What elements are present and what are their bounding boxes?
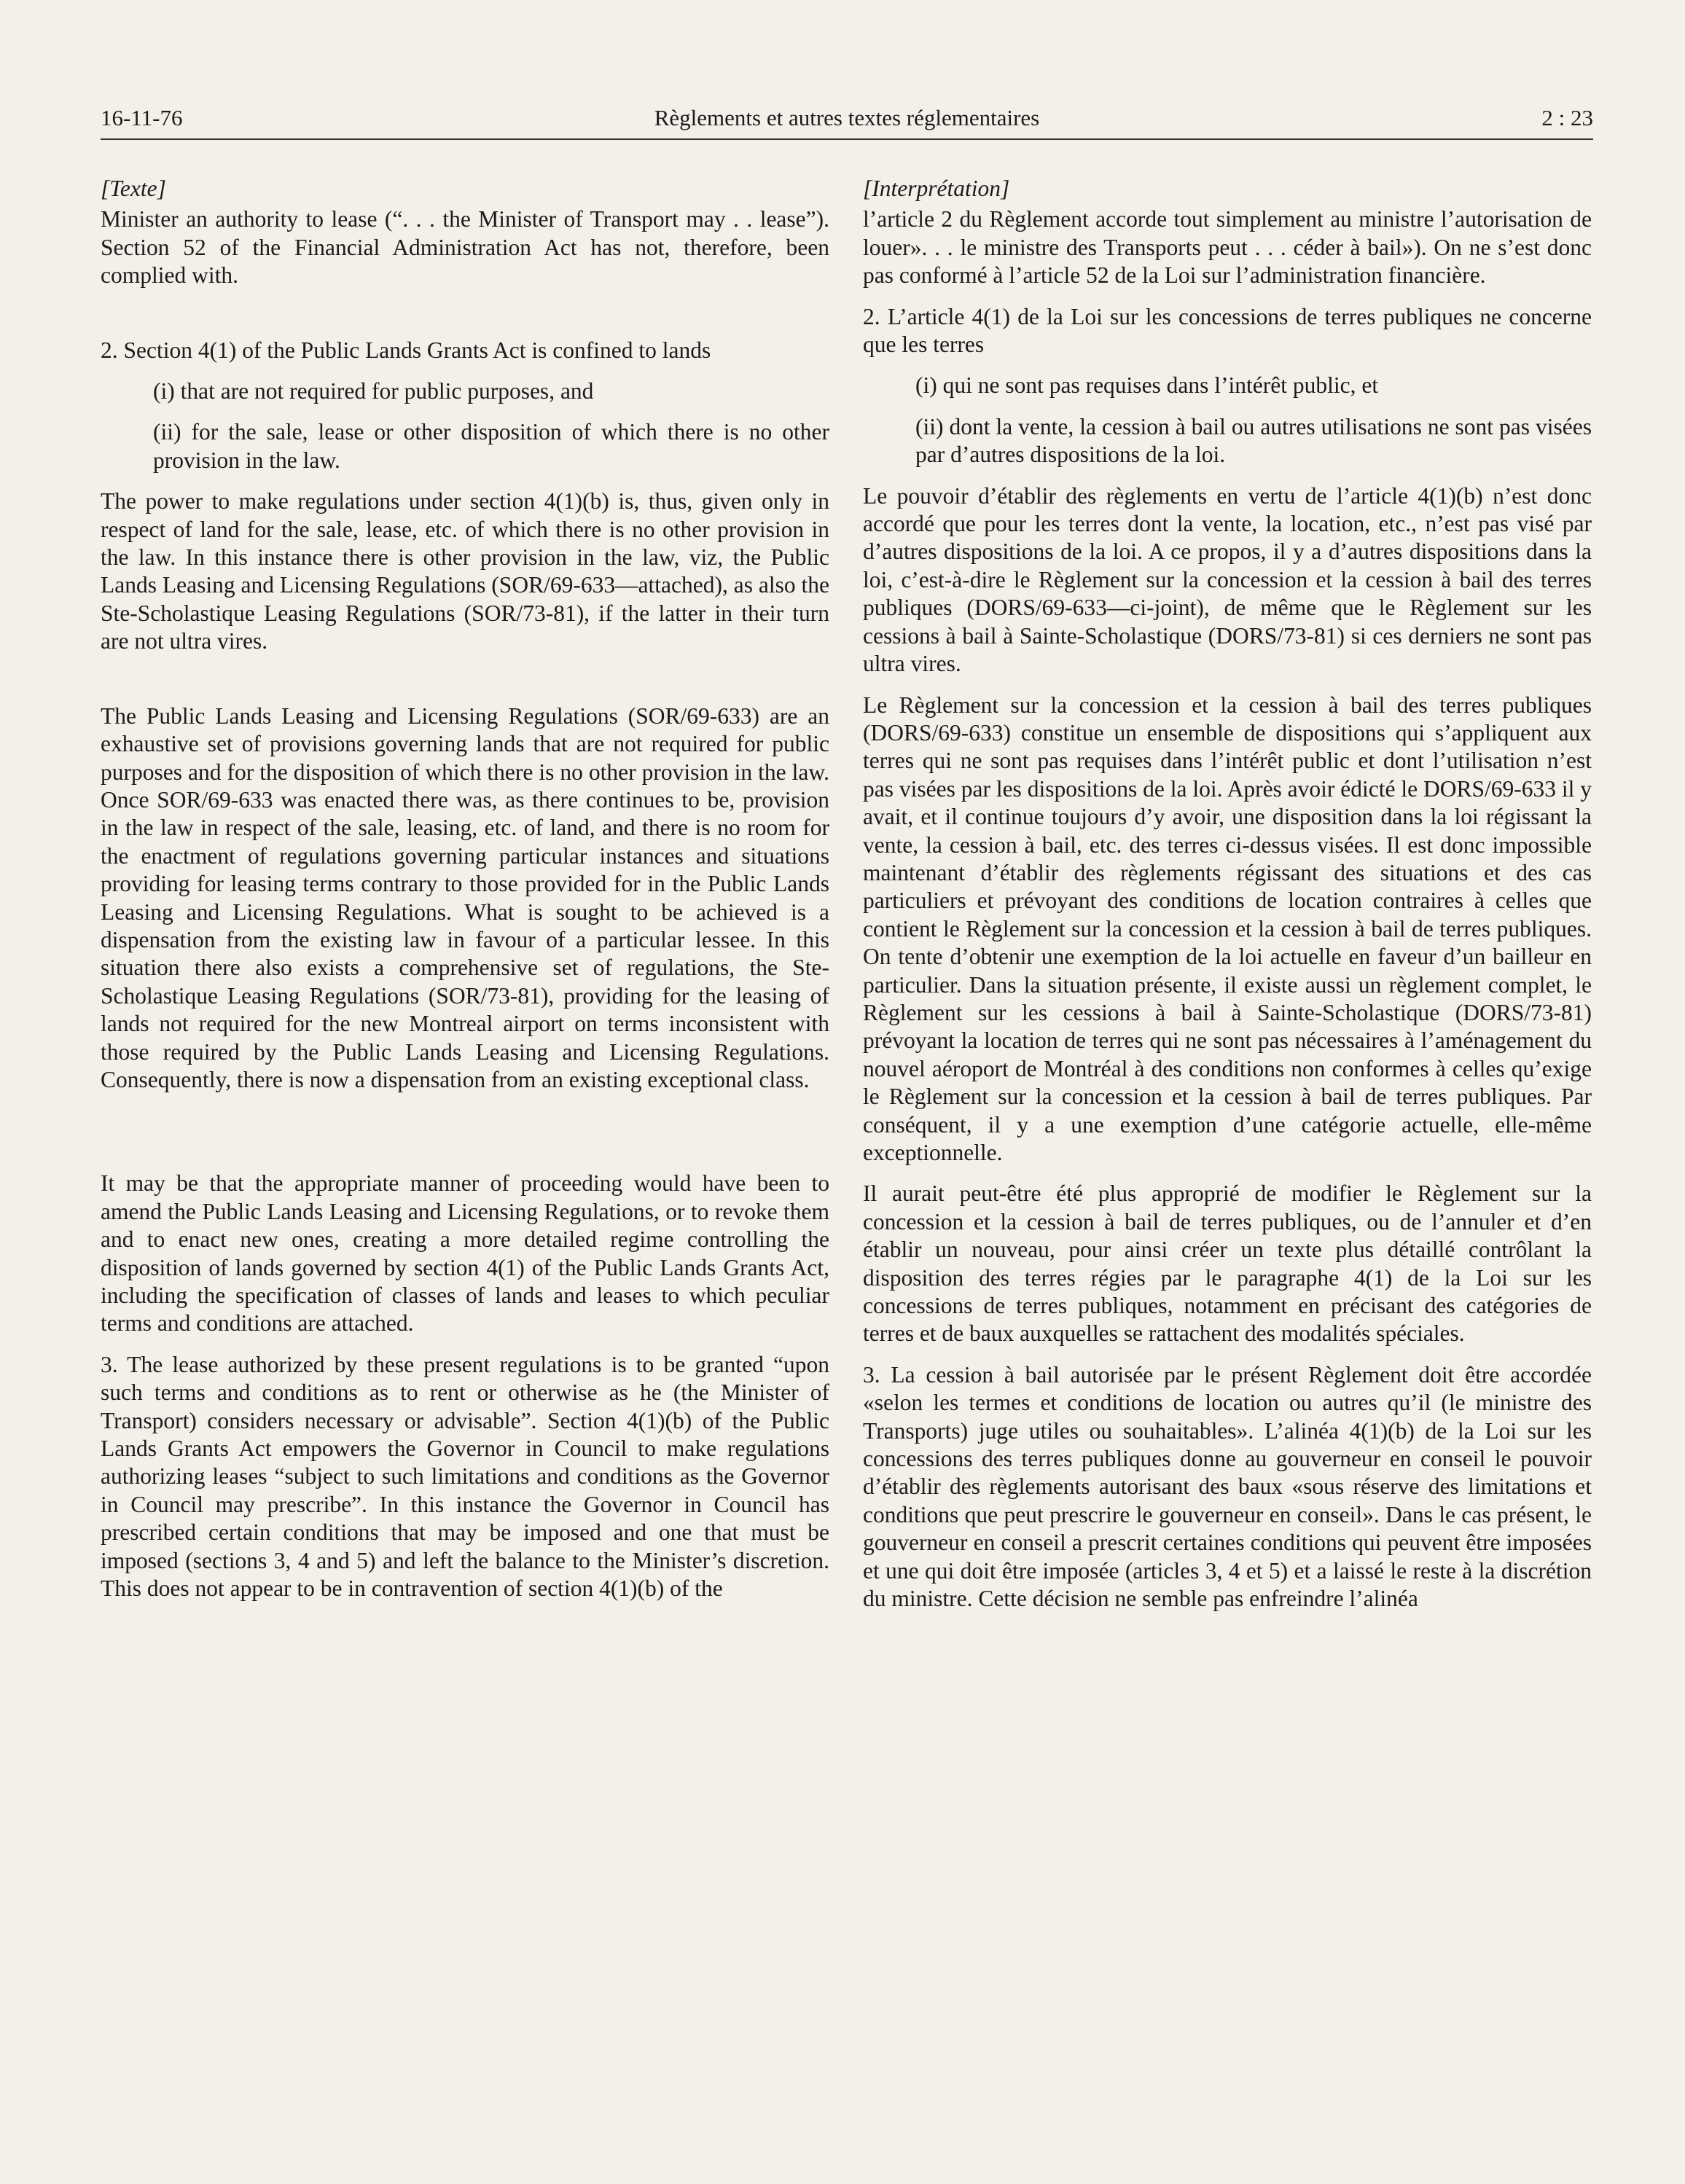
paragraph: 3. The lease authorized by these present regulations is to be granted “upon such terms and conditions as to rent or otherwise as he (the Minister of Transport) considers necessary or advisable”. Section 4(1)(b) of the Public Lands Grants Act empowers the Governor in Council to make regulations authorizing leases “subject to such limitations and conditions as the Governor in Council may prescribe”. In this instance the Governor in Council has prescribed certain conditions that may be imposed and one that must be imposed (sections 3, 4 and 5) and left the balance to the Minister’s discretion. This does not appear to be in contravention of section 4(1)(b) of the	[101, 1351, 829, 1602]
list-item: (i) that are not required for public purposes, and	[153, 378, 594, 404]
page-header	[101, 103, 1593, 140]
english-column	[101, 175, 829, 1616]
paragraph: 2. Section 4(1) of the Public Lands Grants Act is confined to lands	[101, 337, 711, 363]
list-item: (i) qui ne sont pas requises dans l’intérêt public, et	[915, 372, 1379, 399]
paragraph: l’article 2 du Règlement accorde tout simplement au ministre l’autorisation de louer». . . le ministre des Transports peut . . . céder à bail»). On ne s’est donc pas conformé à l’article 52 de la Loi sur l’administration financière.	[863, 206, 1592, 289]
paragraph: The Public Lands Leasing and Licensing Regulations (SOR/69-633) are an exhaustive set of provisions governing lands that are not required for public purposes and for the disposition of which there is no other provision in the law. Once SOR/69-633 was enacted there was, as there continues to be, provision in the law in respect of the sale, leasing, etc. of land, and there is no room for the enactment of regulations governing particular instances and situations providing for leasing terms contrary to those provided for in the Public Lands Leasing and Licensing Regulations. What is sought to be achieved is a dispensation from the existing law in favour of a particular lessee. In this situation there also exists a comprehensive set of regulations, the Ste-Scholastique Leasing Regulations (SOR/73-81), providing for the leasing of lands not required for the new Montreal airport on terms inconsistent with those required by the Public Lands Leasing and Licensing Regulations. Consequently, there is now a dispensation from an existing exceptional class.	[101, 702, 829, 1092]
list-item: (ii) dont la vente, la cession à bail ou autres utilisations ne sont pas visées par d’autres dispositions de la loi.	[915, 413, 1592, 468]
header-page-number: 2 : 23	[1541, 105, 1593, 130]
paragraph: 3. La cession à bail autorisée par le présent Règlement doit être accordée «selon les termes et conditions de location ou autres qu’il (le ministre des Transports) juge utiles ou souhaitables». L’alinéa 4(1)(b) de la Loi sur les concessions des terres publiques donne au gouverneur en conseil le pouvoir d’établir des règlements autorisant des baux «sous réserve des limitations et conditions que peut prescrire le gouverneur en conseil». Dans le cas présent, le gouverneur en conseil a prescrit certaines conditions qui peuvent être imposées et une qui doit être imposée (articles 3, 4 et 5) et a laissé le reste à la discrétion du ministre. Cette décision ne semble pas enfreindre l’alinéa	[863, 1361, 1592, 1612]
paragraph: Le pouvoir d’établir des règlements en vertu de l’article 4(1)(b) n’est donc accordé que pour les terres dont la vente, la location, etc., n’est pas visé par d’autres dispositions de la loi. A ce propos, il y a d’autres dispositions dans la loi, c’est-à-dire le Règlement sur la concession et la cession à bail des terres publiques (DORS/69-633—ci-joint), de même que le Règlement sur les cessions à bail à Sainte-Scholastique (DORS/73-81) si ces derniers ne sont pas ultra vires.	[863, 482, 1592, 677]
list-item: (ii) for the sale, lease or other disposition of which there is no other provision in the law.	[153, 419, 829, 473]
header-title: Règlements et autres textes réglementaires	[654, 105, 1040, 130]
paragraph: The power to make regulations under section 4(1)(b) is, thus, given only in respect of land for the sale, lease, etc. of which there is no other provision in the law. In this instance there is other provision in the law, viz, the Public Lands Leasing and Licensing Regulations (SOR/69-633—attached), as also the Ste-Scholastique Leasing Regulations (SOR/73-81), if the latter in their turn are not ultra vires.	[101, 488, 829, 654]
paragraph: Le Règlement sur la concession et la cession à bail des terres publiques (DORS/69-633) constitue un ensemble de dispositions qui s’appliquent aux terres qui ne sont pas requises dans l’intérêt public et dont l’utilisation n’est pas visées par les dispositions de la loi. Après avoir édicté le DORS/69-633 il y avait, et il continue toujours d’y avoir, une disposition dans la loi régissant la vente, la cession à bail, etc. des terres ci-dessus visées. Il est donc impossible maintenant d’établir des règlements régissant des situations et des cas particuliers et prévoyant des conditions de location contraires à celles que contient le Règlement sur la concession et la cession à bail de terres publiques. On tente d’obtenir une exemption de la loi actuelle en faveur d’un bailleur en particulier. Dans la situation présente, il existe aussi un règlement complet, le Règlement sur les cessions à bail à Sainte-Scholastique (DORS/73-81) prévoyant la location de terres qui ne sont pas nécessaires à l’aménagement du nouvel aéroport de Montréal à des conditions non conformes à celles qu’exige le Règlement sur la concession et la cession à bail de terres publiques. Par conséquent, il y a une exemption d’une catégorie actuelle, elle-même exceptionnelle.	[863, 692, 1592, 1165]
paragraph: Il aurait peut-être été plus approprié de modifier le Règlement sur la concession et la cession à bail de terres publiques, ou de l’annuler et d’en établir un nouveau, pour ainsi créer un texte plus détaillé contrôlant la disposition des terres régies par le paragraphe 4(1) de la Loi sur les concessions de terres publiques, notamment en précisant des catégories de terres et de baux auxquelles se rattachent des modalités spéciales.	[863, 1181, 1592, 1347]
column-heading-texte: [Texte]	[101, 176, 166, 201]
paragraph: 2. L’article 4(1) de la Loi sur les concessions de terres publiques ne concerne que les terres	[863, 303, 1592, 358]
column-heading-interpretation: [Interprétation]	[863, 176, 1010, 201]
french-column	[863, 175, 1592, 1627]
paragraph: It may be that the appropriate manner of proceeding would have been to amend the Public Lands Leasing and Licensing Regulations, or to revoke them and to enact new ones, creating a more detailed regime controlling the disposition of lands governed by section 4(1) of the Public Lands Grants Act, including the specification of classes of lands and leases to which peculiar terms and conditions are attached.	[101, 1170, 829, 1336]
header-date: 16-11-76	[101, 105, 183, 130]
paragraph: Minister an authority to lease (“. . . the Minister of Transport may . . lease”). Section 52 of the Financial Administration Act has not, therefore, been complied with.	[101, 206, 829, 289]
